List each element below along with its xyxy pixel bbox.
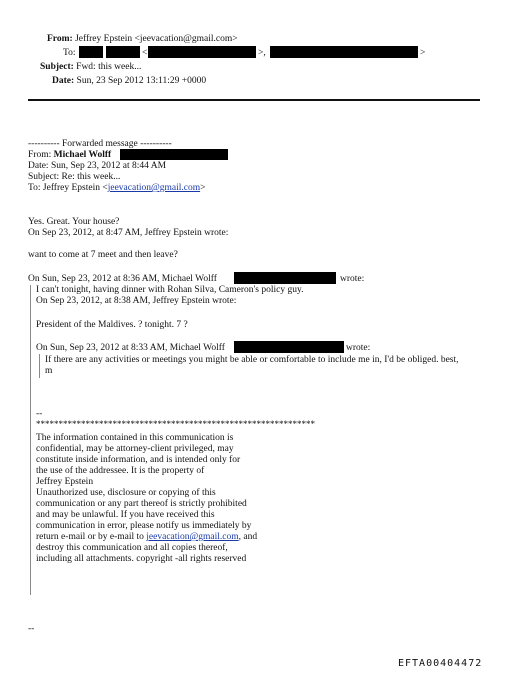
thread-line-8-suffix: wrote: <box>346 343 371 353</box>
thread-line-9: If there are any activities or meetings you might be able or comfortable to include me in, I'd be obliged. best, <box>45 355 459 365</box>
from-line <box>47 34 238 45</box>
to-bracket-open: < <box>142 48 148 58</box>
date-value: Sun, 23 Sep 2012 13:11:29 +0000 <box>76 76 207 86</box>
disclaimer-line: communication in error, please notify us immediately by <box>36 521 252 531</box>
thread-line-8-prefix: On Sun, Sep 23, 2012 at 8:33 AM, Michael Wolff <box>36 343 225 353</box>
forwarded-marker: ---------- Forwarded message ---------- <box>28 139 172 149</box>
forwarded-from-line <box>28 150 111 161</box>
redaction-block <box>234 341 344 353</box>
disclaimer-email-line <box>36 532 257 543</box>
thread-line-5: I can't tonight, having dinner with Rohan Silva, Cameron's policy guy. <box>36 285 304 295</box>
disclaimer-line: confidential, may be attorney-client privileged, may <box>36 444 234 454</box>
disclaimer-line: constitute inside information, and is intended only for <box>36 455 241 465</box>
quote-bar-outer <box>30 285 31 595</box>
thread-line-4-suffix: wrote: <box>340 274 365 284</box>
forwarded-date: Date: Sun, Sep 23, 2012 at 8:44 AM <box>28 161 167 171</box>
forwarded-from-prefix: From: <box>28 150 54 160</box>
to-label: To: <box>63 48 76 58</box>
bates-number: EFTA00404472 <box>398 658 483 669</box>
subject-value: Fwd: this week... <box>76 62 142 72</box>
signature-dashes: -- <box>36 409 43 419</box>
forwarded-from-name: Michael Wolff <box>53 150 112 160</box>
redaction-block <box>270 46 418 58</box>
thread-line-4-prefix: On Sun, Sep 23, 2012 at 8:36 AM, Michael Wolff <box>28 274 217 284</box>
from-value: Jeffrey Epstein <jeevacation@gmail.com> <box>75 34 238 44</box>
disclaimer-line: destroy this communication and all copies thereof, <box>36 543 228 553</box>
thread-line-1: Yes. Great. Your house? <box>28 217 120 227</box>
disclaimer-email-suffix: , and <box>238 532 258 542</box>
forwarded-to-line <box>28 183 205 194</box>
disclaimer-line: Jeffrey Epstein <box>36 477 94 487</box>
quote-bar-inner <box>39 354 40 378</box>
thread-line-3: want to come at 7 meet and then leave? <box>28 250 178 260</box>
forwarded-subject: Subject: Re: this week... <box>28 172 121 182</box>
date-label: Date: <box>52 76 75 86</box>
date-line <box>52 76 206 87</box>
thread-line-7: President of the Maldives. ? tonight. 7 ? <box>36 320 188 330</box>
redaction-block <box>106 46 140 58</box>
signature-stars: ************************************************************** <box>36 419 315 429</box>
to-bracket-close: > <box>420 48 426 58</box>
forwarded-to-prefix: To: Jeffrey Epstein < <box>28 183 108 193</box>
redaction-block <box>79 46 103 58</box>
subject-line <box>40 62 141 73</box>
disclaimer-line: communication or any part thereof is strictly prohibited <box>36 499 247 509</box>
header-divider <box>28 99 480 101</box>
disclaimer-line: the use of the addressee. It is the property of <box>36 466 205 476</box>
to-bracket-close-comma: >, <box>258 48 266 58</box>
redaction-block <box>234 272 336 284</box>
disclaimer-email-link[interactable]: jeevacation@gmail.com <box>146 532 239 542</box>
subject-label: Subject: <box>40 62 74 72</box>
disclaimer-email-prefix: return e-mail or by e-mail to <box>36 532 147 542</box>
forwarded-to-email-link[interactable]: jeevacation@gmail.com <box>107 183 201 193</box>
disclaimer-line: including all attachments. copyright -all rights reserved <box>36 554 247 564</box>
from-label: From: <box>47 34 73 44</box>
disclaimer-line: The information contained in this communication is <box>36 433 234 443</box>
thread-line-6: On Sep 23, 2012, at 8:38 AM, Jeffrey Epstein wrote: <box>36 296 237 306</box>
disclaimer-line: and may be unlawful. If you have received this <box>36 510 215 520</box>
forwarded-to-suffix: > <box>200 183 206 193</box>
thread-line-10: m <box>45 366 53 376</box>
footer-dashes: -- <box>28 624 35 634</box>
thread-line-2: On Sep 23, 2012, at 8:47 AM, Jeffrey Epstein wrote: <box>28 228 229 238</box>
disclaimer-line: Unauthorized use, disclosure or copying of this <box>36 488 216 498</box>
redaction-block <box>120 149 228 160</box>
redaction-block <box>148 46 256 58</box>
